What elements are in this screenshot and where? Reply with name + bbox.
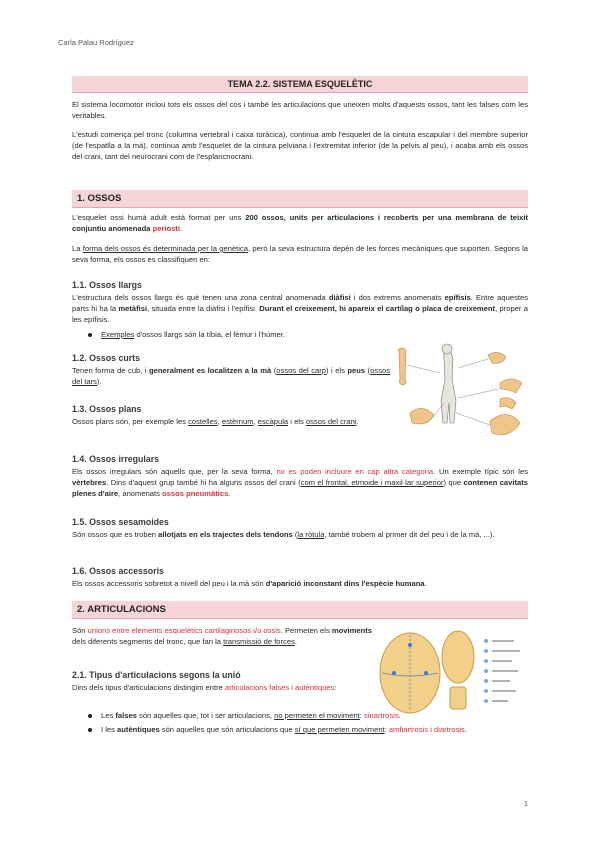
ossos-irregulars-paragraph: Els ossos irregulars són aquells que, per la seva forma, no es poden incloure en cap altra categoria. Un exemple típic són les vèrtebres. Dins d'aquest grup també hi ha alguns ossos del crani (com el frontal, etmoide i maxil·lar superior) que contenen cavitats plenes d'aire, anomenats ossos pneumàtics. <box>72 467 528 498</box>
ossos-sesamoides-paragraph: Són ossos que es troben allotjats en els trajectes dels tendons (la ròtula, també trobem al primer dit del peu i de la mà, ...). <box>72 530 495 539</box>
ossos-llargs-paragraph: L'estructura dels ossos llargs és què tenen una zona central anomenada diàfisi i dos extrems anomenats epífisis. Entre aquestes parts hi ha la metàfisi, situada entre la diàfisi i l'epífisi. Durant el creixement, hi apareix el cartílag o placa de creixement, proper a les epífisis. <box>72 293 528 324</box>
skeleton-icon <box>441 349 456 423</box>
bone-types-illustration <box>392 343 530 446</box>
skull-sutures-illustration <box>374 627 530 715</box>
page-title: TEMA 2.2. SISTEMA ESQUELÈTIC <box>72 76 528 93</box>
flat-bone-icon <box>490 414 520 434</box>
subsection-title-1-2: 1.2. Ossos curts <box>72 353 140 363</box>
tipus-articulacions-paragraph: Dins dels tipus d'articulacions distingim entre articulacions falses i autèntiques: <box>72 683 337 692</box>
subsection-title-2-1: 2.1. Tipus d'articulacions segons la unió <box>72 670 241 680</box>
bullet-articulacions-autentiques: I les autèntiques són aquelles que són articulacions que sí que permeten moviment: amfiartrosis i diartrosis. <box>88 724 528 735</box>
author-name: Carla Palau Rodríguez <box>58 38 134 47</box>
long-bone-icon <box>398 348 406 385</box>
vertebra-icon <box>500 379 522 393</box>
subsection-title-1-4: 1.4. Ossos irregulars <box>72 454 160 464</box>
section-heading-ossos: 1. OSSOS <box>72 190 528 208</box>
ossos-paragraph-2: La forma dels ossos és determinada per la genètica, però la seva estructura depèn de les forces mecàniques que suporten. Segons la seva forma, els ossos es classifiquen en: <box>72 244 528 264</box>
section-heading-articulacions: 2. ARTICULACIONS <box>72 601 528 619</box>
short-bone-icon <box>410 408 434 424</box>
ossos-plans-paragraph: Ossos plans són, per exemple les costelles, estèrnum, escàpula i els ossos del crani. <box>72 417 359 426</box>
intro-paragraph-2: L'estudi comença pel tronc (columna vertebral i caixa toràcica), continua amb l'esquelet de la cintura escapular i del membre superior (de l'espatlla a la mà), continua amb l'esquelet de la cintura pelviana i l'extremitat inferior (de la pelvis al peu), i acaba amb els ossos del crani, tant del neurocrani com de l'esplancnocrani. <box>72 130 528 161</box>
subsection-title-1-3: 1.3. Ossos plans <box>72 404 142 414</box>
cartilage-icon <box>450 687 466 709</box>
ossos-accessoris-paragraph: Els ossos accessoris sobretot a nivell del peu i la mà són d'aparició inconstant dins l'espècie humana. <box>72 579 427 588</box>
subsection-title-1-5: 1.5. Ossos sesamoides <box>72 517 169 527</box>
page-number: 1 <box>523 799 528 808</box>
ossos-paragraph-1: L'esquelet ossi humà adult està format per uns 200 ossos, units per articulacions i recoberts per una membrana de teixit conjuntiu anomenada periosti. <box>72 213 529 233</box>
subsection-title-1-1: 1.1. Ossos llargs <box>72 280 142 290</box>
bullet-articulacions-falses: Les falses són aquelles que, tot i ser articulacions, no permeten el moviment: sinartrosis. <box>88 710 528 721</box>
articulacions-paragraph: Són unions entre elements esquelètics cartilaginosos i/o ossis. Permeten els moviments dels diferents segments del tronc, que fan la transmissió de forces. <box>72 626 372 646</box>
intro-paragraph-1: El sistema locomotor inclou tots els ossos del cos i també les articulacions que uneixen molts d'aquests ossos, tant les falses com les veritables. <box>72 100 528 120</box>
subsection-title-1-6: 1.6. Ossos accessoris <box>72 566 164 576</box>
skull-top-icon <box>442 631 474 683</box>
irregular-bone-icon <box>488 352 506 363</box>
ossos-llargs-bullet: Exemples d'ossos llargs són la tíbia, el fèmur i l'húmer. <box>88 329 285 340</box>
ossos-curts-paragraph: Tenen forma de cub, i generalment es localitzen a la mà (ossos del carp) i els peus (ossos del tars). <box>72 366 391 386</box>
